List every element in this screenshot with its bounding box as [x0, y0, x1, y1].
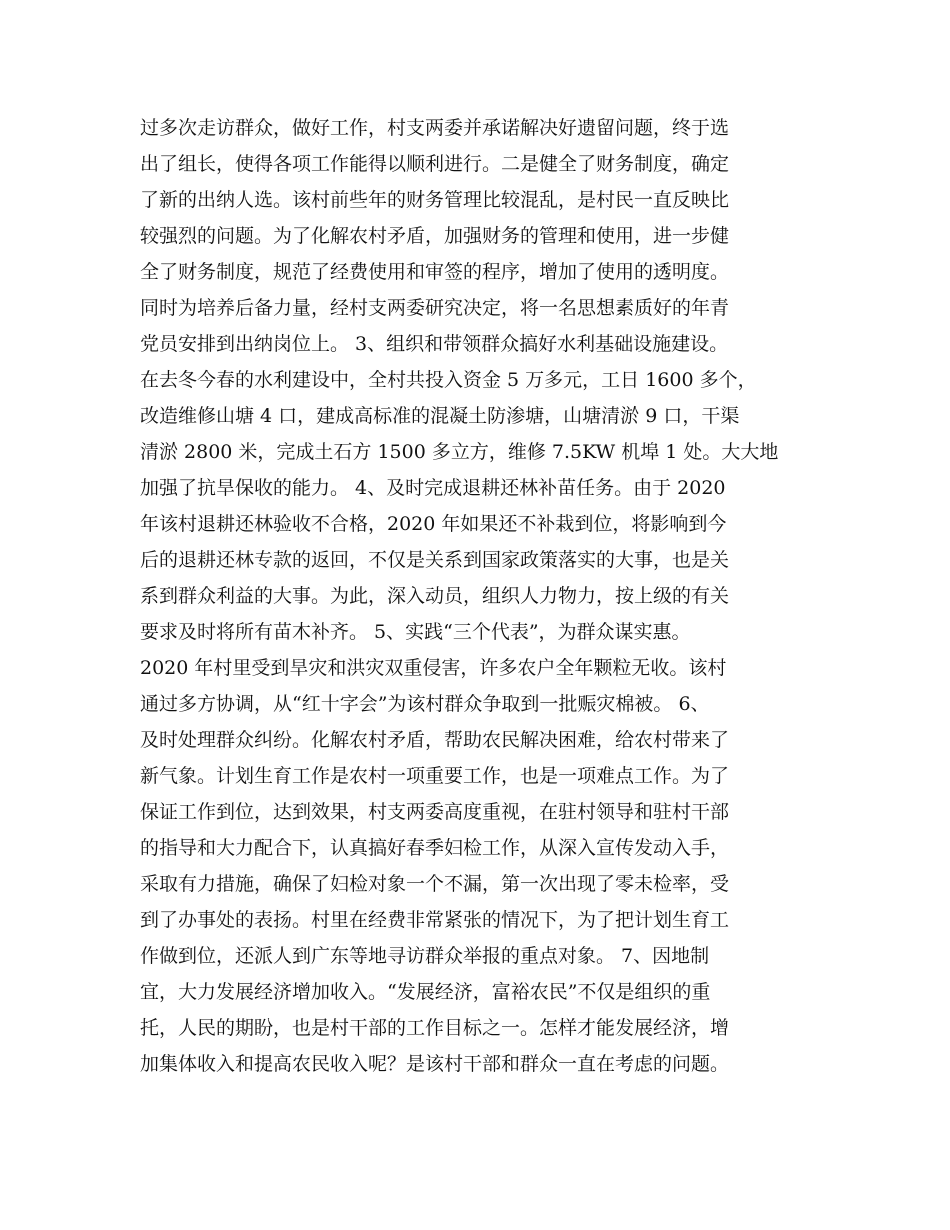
body-text — [140, 110, 840, 1082]
text-line: 宜，大力发展经济增加收入。“发展经济，富裕农民”不仅是组织的重 — [140, 981, 711, 1003]
text-line: 加强了抗旱保收的能力。 4、及时完成退耕还林补苗任务。由于 2020 — [140, 477, 726, 499]
text-line: 新气象。计划生育工作是农村一项重要工作，也是一项难点工作。为了 — [140, 765, 730, 787]
text-line: 较强烈的问题。为了化解农村矛盾，加强财务的管理和使用，进一步健 — [140, 225, 730, 247]
text-line: 保证工作到位，达到效果，村支两委高度重视，在驻村领导和驻村干部 — [140, 801, 730, 823]
text-line: 清淤 2800 米，完成土石方 1500 多立方，维修 7.5KW 机埠 1 处。大大地 — [140, 441, 779, 463]
text-line: 的指导和大力配合下，认真搞好春季妇检工作，从深入宣传发动入手， — [140, 837, 730, 859]
text-line: 党员安排到出纳岗位上。 3、组织和带领群众搞好水利基础设施建设。 — [140, 333, 729, 355]
text-line: 同时为培养后备力量，经村支两委研究决定，将一名思想素质好的年青 — [140, 297, 730, 319]
text-line: 加集体收入和提高农民收入呢？是该村干部和群众一直在考虑的问题。 — [140, 1053, 730, 1075]
text-line: 后的退耕还林专款的返回，不仅是关系到国家政策落实的大事，也是关 — [140, 549, 730, 571]
text-line: 要求及时将所有苗木补齐。 5、实践“三个代表”，为群众谋实惠。 — [140, 621, 691, 643]
text-line: 过多次走访群众，做好工作，村支两委并承诺解决好遗留问题，终于选 — [140, 117, 730, 139]
text-line: 2020 年村里受到旱灾和洪灾双重侵害，许多农户全年颗粒无收。该村 — [140, 657, 727, 679]
text-line: 托，人民的期盼，也是村干部的工作目标之一。怎样才能发展经济，增 — [140, 1017, 730, 1039]
text-line: 到了办事处的表扬。村里在经费非常紧张的情况下，为了把计划生育工 — [140, 909, 730, 931]
text-line: 改造维修山塘 4 口，建成高标准的混凝土防渗塘，山塘清淤 9 口，干渠 — [140, 405, 740, 427]
text-line: 通过多方协调，从“红十字会”为该村群众争取到一批赈灾棉被。 6、 — [140, 693, 710, 715]
text-line: 系到群众利益的大事。为此，深入动员，组织人力物力，按上级的有关 — [140, 585, 730, 607]
text-line: 采取有力措施，确保了妇检对象一个不漏，第一次出现了零未检率，受 — [140, 873, 730, 895]
text-line: 了新的出纳人选。该村前些年的财务管理比较混乱，是村民一直反映比 — [140, 189, 730, 211]
text-line: 及时处理群众纠纷。化解农村矛盾，帮助农民解决困难，给农村带来了 — [140, 729, 730, 751]
text-line: 作做到位，还派人到广东等地寻访群众举报的重点对象。 7、因地制 — [140, 945, 710, 967]
text-line: 年该村退耕还林验收不合格，2020 年如果还不补栽到位，将影响到今 — [140, 513, 727, 535]
text-line: 在去冬今春的水利建设中，全村共投入资金 5 万多元，工日 1600 多个， — [140, 369, 757, 391]
text-line: 出了组长，使得各项工作能得以顺利进行。二是健全了财务制度，确定 — [140, 153, 730, 175]
text-line: 全了财务制度，规范了经费使用和审签的程序，增加了使用的透明度。 — [140, 261, 730, 283]
